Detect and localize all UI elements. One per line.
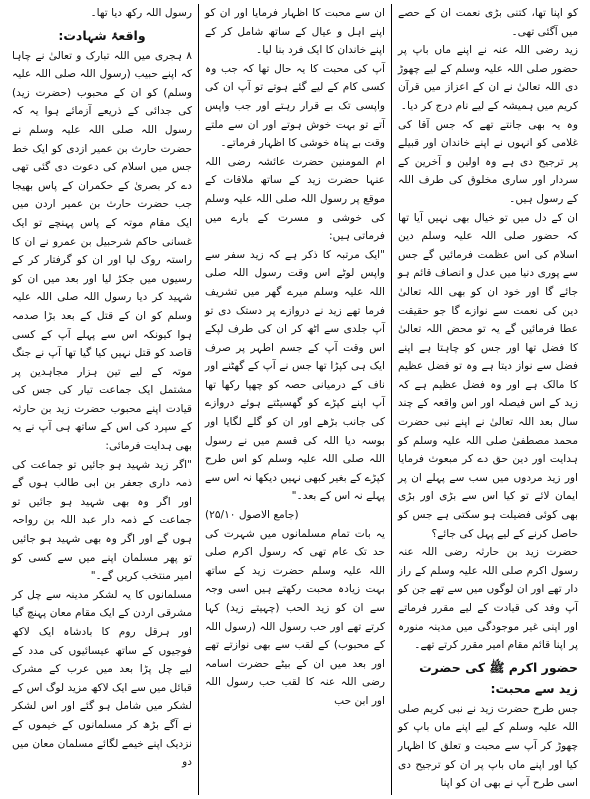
- paragraph: جس طرح حضرت زید نے نبی کریم صلی اللہ علیہ وسلم کے لیے اپنے ماں باپ کو چھوڑ کر آپ سے محبت و تعلق کا اظہار کیا اور اپنے ماں باپ پر ان کو ترجیح دی اسی طرح آپ نے بھی ان کو اپنا: [398, 702, 578, 790]
- section-heading: واقعۂ شہادت:: [58, 27, 146, 43]
- paragraph: ان سے محبت کا اظہار فرمایا اور ان کو اپنے اہل و عیال کے ساتھ شامل کر کے اپنے خاندان کا ایک فرد بنا لیا۔: [205, 7, 385, 57]
- paragraph: مسلمانوں کا یہ لشکر مدینہ سے چل کر مشرقی اردن کے ایک مقام معان پہنچ گیا اور ہرقل روم کا بادشاہ ایک لاکھ فوجیوں کے ساتھ عیسائیوں کی مدد کے لیے چل پڑا بعد میں عرب کے مشرک قبائل میں سے ایک لاکھ مزید لوگ اس کے لشکر میں شامل ہو گئے اور اس لشکر نے آگے بڑھ کر مسلمانوں کے خیموں کے نزدیک اپنے خیمے لگائے مسلمان معان میں دو: [12, 588, 192, 769]
- paragraph: "اگر زید شہید ہو جائیں تو جماعت کی ذمہ داری جعفر بن ابی طالب ہوں گے اور اگر وہ بھی شہید ہو جائیں تو جماعت کے ذمہ دار عبد اللہ بن رواحہ ہوں گے اور اگر وہ بھی شہید ہو جائیں تو پھر مسلمان اپنے میں سے کسی کو امیر منتخب کریں گے۔": [12, 458, 192, 583]
- paragraph: آپ کی محبت کا یہ حال تھا کہ جب وہ کسی کام کے لیے گئے ہوتے تو آپ ان کی واپسی تک بے قرار رہتے اور جب واپس آتے تو بہت خوش ہوتے اور ان سے ملتے وقت بے پناہ خوشی کا اظہار فرماتے۔: [205, 62, 385, 150]
- paragraph: کو اپنا تھا، کتنی بڑی نعمت ان کے حصے میں آگئی تھی۔: [398, 7, 578, 38]
- column-left: [6, 4, 198, 795]
- paragraph: رسول اللہ رکھ دیا تھا۔: [90, 7, 192, 19]
- paragraph: ان کے دل میں تو خیال بھی نہیں آیا تھا کہ حضور صلی اللہ علیہ وسلم دین اسلام کی اس عظمت فرمائیں گے جس سے پوری دنیا میں عدل و انصاف قائم ہو جائے گا اور خود ان کو بھی اللہ تعالیٰ دین کی نعمت سے نوازے گا جو حقیقت عطا فرمائیں گے یہ تو محض اللہ تعالیٰ کا فضل تھا اور جس کو چاہتا ہے اپنے فضل سے نواز دیتا ہے وہ تو فضل عظیم کا مالک ہے اور وہ فضل عظیم ہے کہ زید کے اس فیصلہ اور اس واقعہ کے چند سال بعد اللہ تعالیٰ نے اپنے نبی حضرت محمد مصطفیٰ صلی اللہ علیہ وسلم کو ہدایت اور دین حق دے کر مبعوث فرمایا اور زید مردوں میں سب سے پہلے ان پر ایمان لائے تو کیا اس سے بڑی اور بڑی بھی کوئی فضیلت ہو سکتی ہے جس کو حاصل کرنے کے لیے پہل کی جائے؟: [398, 211, 578, 540]
- paragraph: ام المومنین حضرت عائشہ رضی اللہ عنہا حضرت زید کے ساتھ ملاقات کے موقع پر رسول اللہ صلی اللہ علیہ وسلم کی خوشی و مسرت کے بارے میں فرماتی ہیں:: [205, 155, 385, 243]
- paragraph: یہ بات تمام مسلمانوں میں شہرت کی حد تک عام تھی کہ رسول اکرم صلی اللہ علیہ وسلم حضرت زید کے ساتھ بہت زیادہ محبت رکھتے ہیں اسی وجہ سے ان کو زید الحب (چہیتے زید) کہا کرتے تھے اور حب رسول اللہ (رسول اللہ کے محبوب) کے لقب سے بھی نوازتے تھے اور بعد میں ان کے بیٹے حضرت اسامہ رضی اللہ عنہ کا لقب حب رسول اللہ اور ابن حب: [205, 527, 385, 707]
- paragraph: وہ یہ بھی جانتے تھے کہ جس آقا کی غلامی کو انہوں نے اپنے خاندان اور قبیلے پر ترجیح دی ہے وہ اولین و آخرین کے سردار اور ساری مخلوق کی طرف اللہ کے رسول ہیں۔: [398, 118, 578, 205]
- paragraph: زید رضی اللہ عنہ نے اپنے ماں باپ پر حضور صلی اللہ علیہ وسلم کے لیے چھوڑ دی اللہ تعالیٰ نے ان کے اعزاز میں قرآن کریم میں ہمیشہ کے لیے نام درج کر دیا۔: [398, 44, 578, 112]
- citation: (جامع الاصول ۲۵/۱۰): [205, 509, 299, 522]
- column-divider: [198, 4, 199, 795]
- section-heading: حضور اکرم ﷺ کی حضرت زید سے محبت:: [419, 659, 578, 696]
- column-middle: [199, 4, 391, 795]
- paragraph: "ایک مرتبہ کا ذکر ہے کہ زید سفر سے واپس لوٹے اس وقت رسول اللہ صلی اللہ علیہ وسلم میرے گھر میں تشریف فرما تھے زید نے دروازے پر دستک دی تو آپ جلدی سے اٹھ کر ان کی طرف لپکے اس وقت آپ کے جسم اطہر پر صرف ایک ہی کپڑا تھا جس نے آپ کے گھٹنے اور ناف کے درمیانی حصہ کو چھپا رکھا تھا آپ اپنے کپڑے کو گھسیٹتے ہوئے دروازے کی جانب بڑھے اور ان کو گلے لگایا اور بوسہ دیا اللہ کی قسم میں نے رسول اللہ صلی اللہ علیہ وسلم کو اس طرح کپڑے کے بغیر کبھی نہیں دیکھا نہ اس سے پہلے نہ اس کے بعد۔": [205, 248, 385, 503]
- column-divider: [391, 4, 392, 795]
- column-right: [392, 4, 584, 795]
- paragraph: ۸ ہجری میں اللہ تبارک و تعالیٰ نے چاہا کہ اپنے حبیب (رسول اللہ صلی اللہ علیہ وسلم) کو ان کے محبوب (حضرت زید) کی جدائی کے ذریعے آزمائے ہوا یہ کہ رسول اللہ صلی اللہ علیہ وسلم نے حضرت حارث بن عمیر ازدی کو ایک خط جس میں اسلام کی دعوت دی گئی تھی دے کر بصریٰ کے حکمران کے پاس بھیجا جب حضرت حارث بن عمیر اردن میں ایک مقام موتہ کے پاس پہنچے تو ایک غسانی حاکم شرحبیل بن عمرو نے ان کا راستہ روک لیا اور ان کو گرفتار کر کے رسیوں میں جکڑ لیا اور بعد میں ان کو شہید کر دیا رسول اللہ صلی اللہ علیہ وسلم کو ان کے قتل کے بعد بڑا صدمہ ہوا کیونکہ اس سے پہلے آپ کے کسی قاصد کو قتل نہیں کیا گیا تھا آپ نے جنگ موتہ کے لیے تین ہزار مجاہدین پر مشتمل ایک جماعت تیار کی جس کی قیادت اپنے محبوب حضرت زید بن حارثہ کے سپرد کی اس کے ساتھ ہی آپ نے یہ بھی ہدایت فرمائی:: [12, 49, 192, 453]
- paragraph: حضرت زید بن حارثہ رضی اللہ عنہ رسول اکرم صلی اللہ علیہ وسلم کے راز دار تھے اور ان لوگوں میں سے تھے جن کو آپ وفد کی قیادت کے لیے مقرر فرماتے اور اپنی غیر موجودگی میں مدینہ منورہ پر اپنا قائم مقام امیر مقرر کرتے تھے۔: [398, 546, 578, 652]
